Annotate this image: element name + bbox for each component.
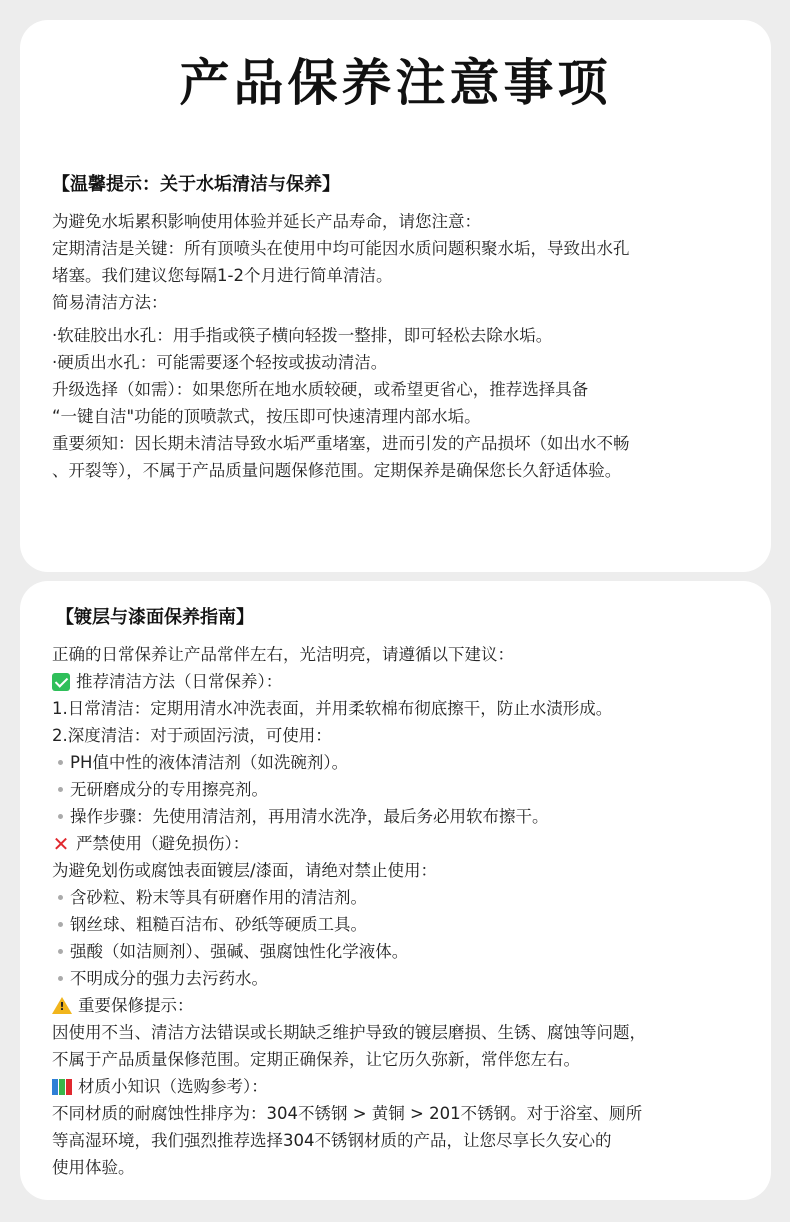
deep-cleaning: 2.深度清洁：对于顽固污渍，可使用： (52, 726, 332, 745)
recommend-row (52, 668, 739, 695)
daily-cleaning: 1.日常清洁：定期用清水冲洗表面，并用柔软棉布彻底擦干，防止水渍形成。 (52, 699, 613, 718)
list-item-text: 无研磨成分的专用擦亮剂。 (70, 780, 268, 799)
material-line: 等高湿环境，我们强烈推荐选择304不锈钢材质的产品，让您尽享长久安心的 (52, 1131, 612, 1150)
list-item (52, 884, 739, 911)
forbid-row (52, 830, 739, 857)
warning-icon: ! (52, 997, 72, 1015)
list-item (52, 965, 739, 992)
plating-guide-heading: 【镀层与漆面保养指南】 (56, 607, 254, 628)
bullet-icon (58, 760, 63, 765)
list-item (52, 938, 739, 965)
forbid-title: 严禁使用（避免损伤）： (76, 834, 250, 853)
warranty-title: 重要保修提示： (78, 996, 194, 1015)
material-line: 使用体验。 (52, 1158, 135, 1177)
guide-intro: 正确的日常保养让产品常伴左右，光洁明亮，请遵循以下建议： (52, 645, 514, 664)
list-item-text: 含砂粒、粉末等具有研磨作用的清洁剂。 (70, 888, 367, 907)
warranty-line: 因使用不当、清洁方法错误或长期缺乏维护导致的镀层磨损、生锈、腐蚀等问题， (52, 1023, 646, 1042)
upgrade-line: 升级选择（如需）：如果您所在地水质较硬，或希望更省心，推荐选择具备 (52, 380, 589, 399)
bullet-icon (58, 922, 63, 927)
list-item-text: PH值中性的液体清洁剂（如洗碗剂）。 (70, 753, 349, 772)
hard-nozzle-line: ·硬质出水孔：可能需要逐个轻按或拔动清洁。 (52, 353, 388, 372)
cross-icon: ✕ (52, 831, 70, 856)
warranty-line: 不属于产品质量保修范围。定期正确保养，让它历久弥新，常伴您左右。 (52, 1050, 580, 1069)
list-item (52, 803, 739, 830)
bullet-icon (58, 976, 63, 981)
bullet-icon (58, 949, 63, 954)
scale-tips-heading: 【温馨提示：关于水垢清洁与保养】 (52, 174, 340, 195)
material-row (52, 1073, 739, 1100)
bullet-icon (58, 814, 63, 819)
upgrade-line-2: “一键自洁"功能的顶喷款式，按压即可快速清理内部水垢。 (52, 407, 481, 426)
regular-cleaning-line: 定期清洁是关键：所有顶喷头在使用中均可能因水质问题积聚水垢，导致出水孔 (52, 239, 630, 258)
material-line: 不同材质的耐腐蚀性排序为：304不锈钢 > 黄铜 > 201不锈钢。对于浴室、厕所 (52, 1104, 643, 1123)
care-notice-card (20, 20, 771, 572)
forbid-intro: 为避免划伤或腐蚀表面镀层/漆面，请绝对禁止使用： (52, 861, 438, 880)
intro-line: 为避免水垢累积影响使用体验并延长产品寿命，请您注意： (52, 212, 481, 231)
important-line-2: 、开裂等），不属于产品质量问题保修范围。定期保养是确保您长久舒适体验。 (52, 461, 622, 480)
regular-cleaning-line-2: 堵塞。我们建议您每隔1-2个月进行简单清洁。 (52, 266, 393, 285)
silicone-nozzle-line: ·软硅胶出水孔：用手指或筷子横向轻拨一整排，即可轻松去除水垢。 (52, 326, 553, 345)
recommend-title: 推荐清洁方法（日常保养）： (76, 672, 283, 691)
list-item-text: 强酸（如洁厕剂）、强碱、强腐蚀性化学液体。 (70, 942, 409, 961)
list-item (52, 776, 739, 803)
list-item-text: 钢丝球、粗糙百洁布、砂纸等硬质工具。 (70, 915, 367, 934)
method-title: 简易清洁方法： (52, 293, 168, 312)
material-title: 材质小知识（选购参考）： (78, 1077, 268, 1096)
warranty-row (52, 992, 739, 1019)
plating-guide-card (20, 581, 771, 1200)
check-icon (52, 673, 70, 691)
books-icon (52, 1079, 72, 1095)
bullet-icon (58, 787, 63, 792)
list-item-text: 不明成分的强力去污药水。 (70, 969, 268, 988)
list-item (52, 911, 739, 938)
list-item (52, 749, 739, 776)
bullet-icon (58, 895, 63, 900)
important-line: 重要须知：因长期未清洁导致水垢严重堵塞，进而引发的产品损坏（如出水不畅 (52, 434, 630, 453)
page-title: 产品保养注意事项 (179, 54, 612, 112)
list-item-text: 操作步骤：先使用清洁剂，再用清水洗净，最后务必用软布擦干。 (70, 807, 549, 826)
